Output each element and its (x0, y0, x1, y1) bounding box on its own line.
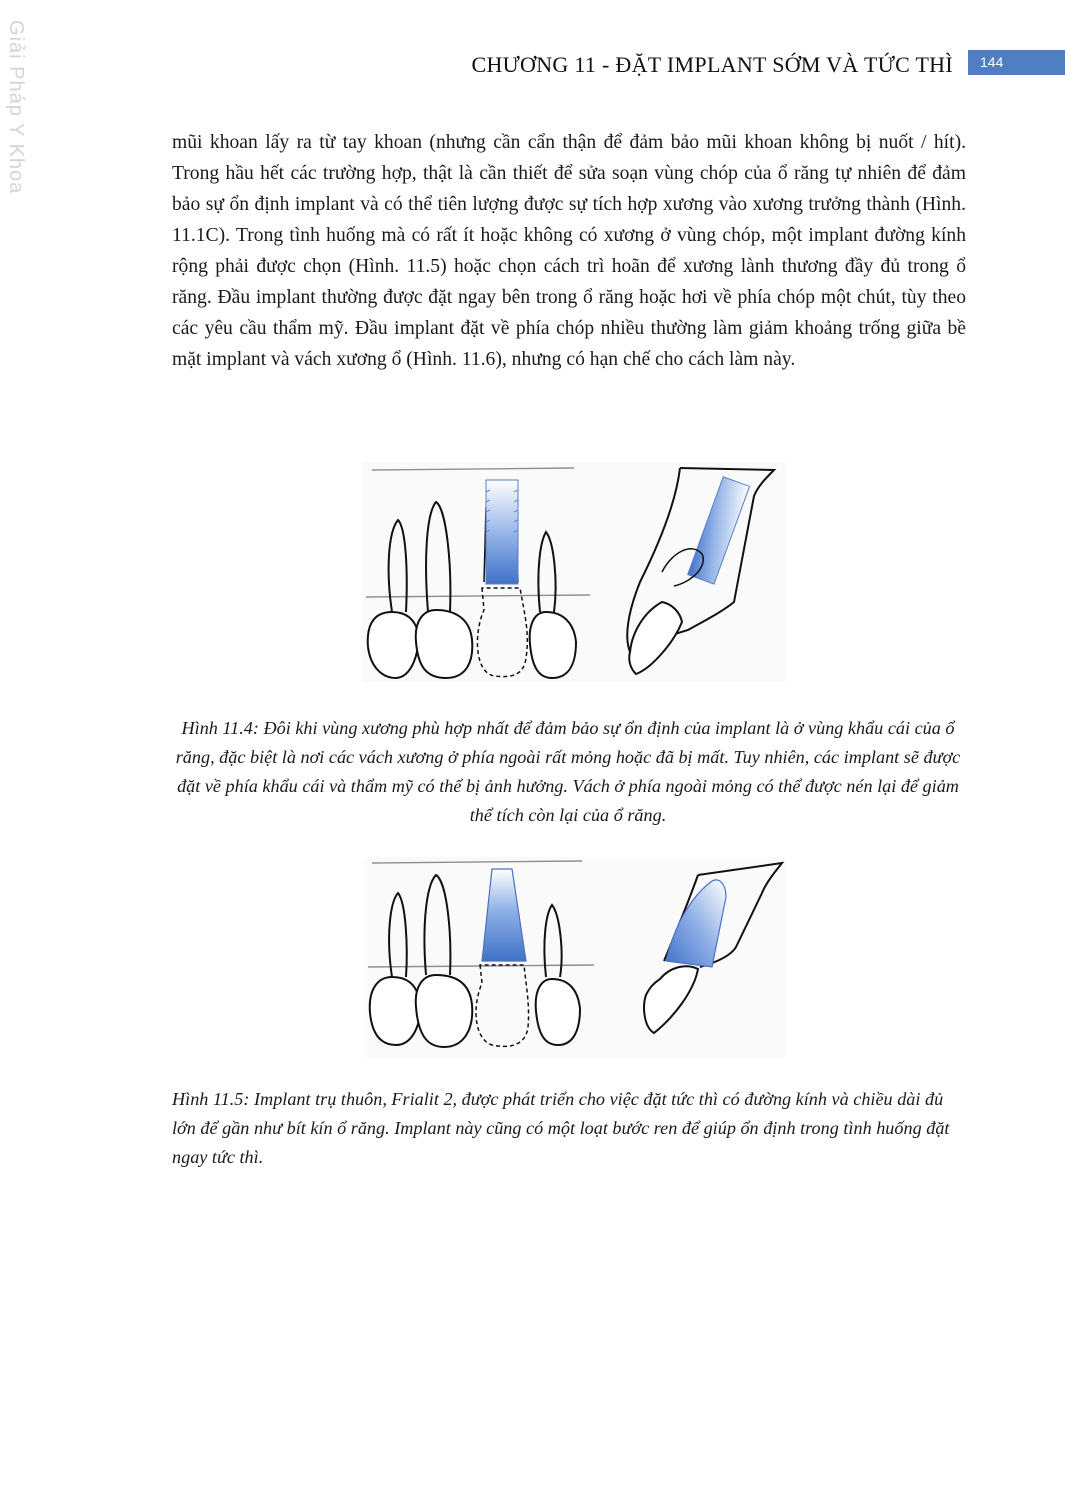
page-number: 144 (968, 50, 1065, 75)
tooth-root-lateral-left (389, 520, 407, 612)
tooth-crown-lateral-right (530, 612, 576, 678)
tooth-root-lateral-right (538, 532, 555, 612)
missing-crown-dashed (477, 588, 527, 677)
tooth-crown-lateral-left (368, 612, 419, 678)
tooth-root-central-left-2 (424, 875, 450, 975)
tooth-root-lateral-left-2 (389, 893, 407, 977)
crown-side-view-2 (644, 966, 698, 1033)
tapered-implant-side-view (666, 880, 726, 967)
figure-11-5-drawing (364, 857, 786, 1057)
figure-11-4-drawing (362, 462, 786, 682)
tooth-root-central-left (426, 502, 450, 612)
bone-crest-line (372, 468, 574, 470)
crown-side-view (629, 602, 682, 674)
tapered-implant (482, 869, 526, 961)
tooth-crown-lateral-left-2 (370, 977, 421, 1045)
tooth-crown-central-left-2 (416, 975, 473, 1047)
implant-body (486, 480, 518, 584)
body-paragraph: mũi khoan lấy ra từ tay khoan (nhưng cần cẩn thận để đảm bảo mũi khoan không bị nuốt / hít). Trong hầu hết các trường hợp, thật là cần thiết để sửa soạn vùng chóp của ổ răng tự nhiên để đảm bảo sự ổn định implant và có thể tiên lượng được sự tích hợp xương vào xương trưởng thành (Hình. 11.1C). Trong tình huống mà có rất ít hoặc không có xương ở vùng chóp, một implant đường kính rộng phải được chọn (Hình. 11.5) hoặc chọn cách trì hoãn để xương lành thương đầy đủ trong ổ răng. Đầu implant thường được đặt ngay bên trong ổ răng hoặc hơi về phía chóp một chút, tùy theo các yêu cầu thẩm mỹ. Đầu implant đặt về phía chóp nhiều thường làm giảm khoảng trống giữa bề mặt implant và vách xương ổ (Hình. 11.6), nhưng có hạn chế cho cách làm này. (172, 132, 966, 370)
figure-11-5-caption: Hình 11.5: Implant trụ thuôn, Frialit 2, được phát triển cho việc đặt tức thì có đường kính và chiều dài đủ lớn để gần như bít kín ổ răng. Implant này cũng có một loạt bước ren để giúp ổn định trong tình huống đặt ngay tức thì. (172, 1089, 950, 1167)
side-watermark: Giải Pháp Y Khoa (5, 20, 27, 195)
figure-11-4-caption: Hình 11.4: Đôi khi vùng xương phù hợp nhất để đảm bảo sự ổn định của implant là ở vùng khẩu cái của ổ răng, đặc biệt là nơi các vách xương ở phía ngoài rất mỏng hoặc đã bị mất. Tuy nhiên, các implant sẽ được đặt về phía khẩu cái và thẩm mỹ có thể bị ảnh hưởng. Vách ở phía ngoài mỏng có thể được nén lại để giảm thể tích còn lại của ổ răng. (175, 718, 961, 825)
missing-crown-dashed-2 (476, 965, 529, 1046)
tooth-crown-central-left (416, 610, 473, 678)
tooth-root-lateral-right-2 (544, 905, 561, 977)
tooth-crown-lateral-right-2 (536, 979, 580, 1045)
chapter-title: CHƯƠNG 11 - ĐẶT IMPLANT SỚM VÀ TỨC THÌ (471, 52, 953, 77)
bone-crest-line-2 (372, 861, 582, 863)
figure-11-5 (364, 857, 786, 1057)
figure-11-4 (362, 462, 786, 682)
